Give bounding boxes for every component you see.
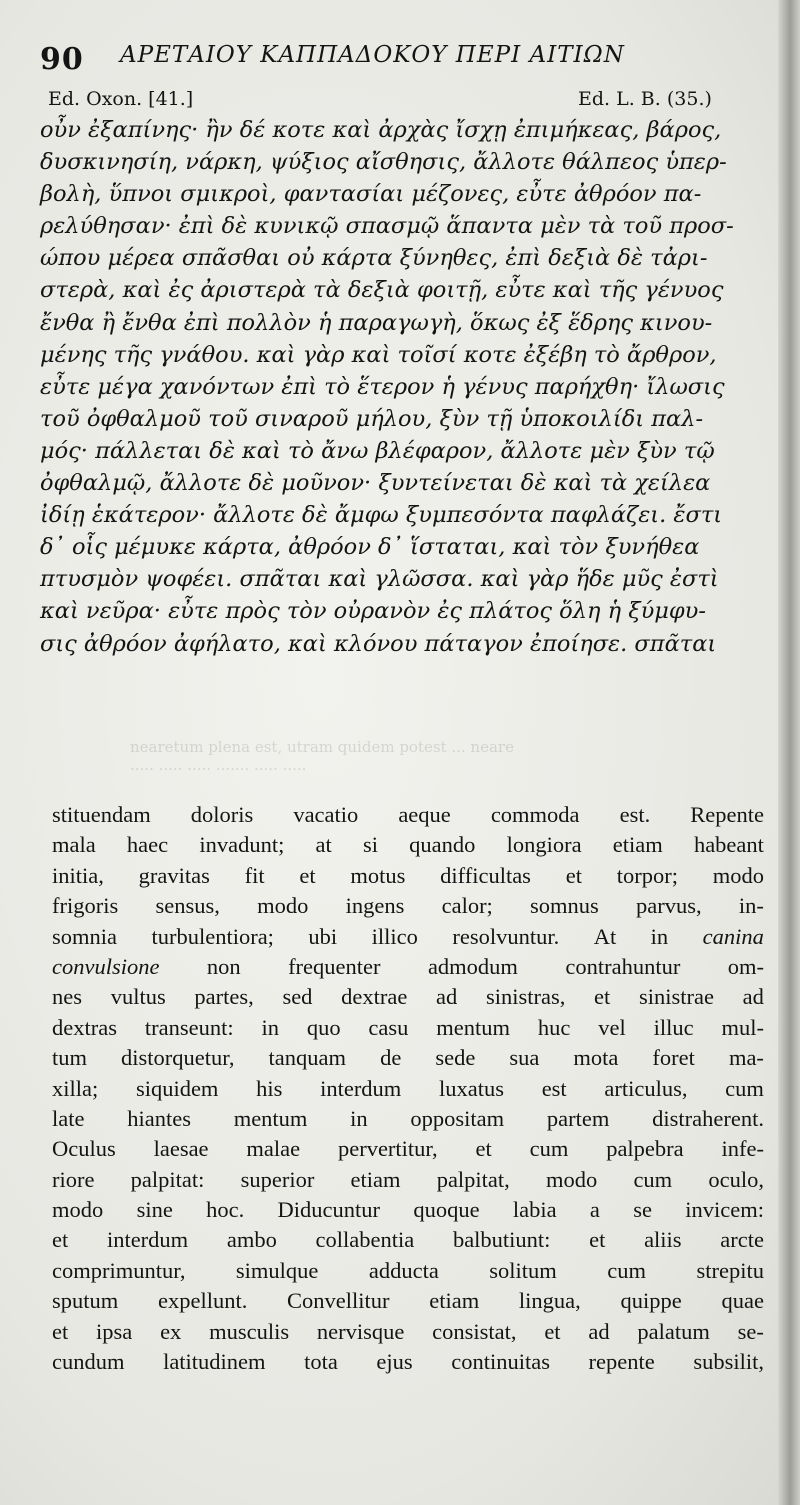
word: cum (607, 1257, 646, 1283)
word: quae (721, 1288, 764, 1314)
word: sed (282, 984, 313, 1010)
greek-text-line: πτυσμὸν ψοφέει. σπᾶται καὶ γλῶσσα. καὶ γὰρ ἥδε μῦς ἐστὶ (40, 566, 719, 593)
word: ingens (345, 893, 405, 919)
word: motus (350, 862, 406, 888)
word: latitudinem (163, 1349, 266, 1375)
word: siquidem (135, 1075, 219, 1101)
word: Repente (690, 802, 764, 827)
running-title: ΑΡΕΤΑΙΟΥ ΚΑΠΠΑΔΟΚΟΥ ΠΕΡΙ ΑΙΤΙΩΝ (120, 42, 625, 68)
word: repente (588, 1349, 655, 1375)
word: Oculus (52, 1136, 116, 1162)
word: calor; (441, 893, 493, 919)
greek-text-line: ὀφθαλμῷ, ἄλλοτε δὲ μοῦνον· ξυντείνεται δὲ καὶ τὰ χείλεα (40, 470, 711, 497)
word: haec (126, 832, 169, 858)
word: et (589, 1227, 606, 1253)
word: collabentia (315, 1227, 415, 1253)
greek-text-line: σις ἀθρόον ἀφήλατο, καὶ κλόνου πάταγον ἐποίησε. σπᾶται (40, 630, 717, 657)
word: modo (257, 893, 309, 919)
word: ejus (376, 1349, 413, 1375)
word: difficultas (440, 862, 531, 888)
word: foret (652, 1045, 695, 1071)
word: aliis (644, 1227, 682, 1253)
word: gravitas (138, 862, 210, 888)
word: palatum (637, 1318, 710, 1344)
word: at (315, 832, 332, 858)
greek-text-block (40, 114, 764, 660)
word: se- (737, 1318, 764, 1344)
word: et (52, 1318, 69, 1344)
word: ad (742, 984, 764, 1010)
word: a (589, 1197, 600, 1223)
latin-text-line (52, 830, 764, 860)
word: partem (546, 1105, 610, 1131)
word: mota (573, 1045, 619, 1071)
word: sinistras, (485, 984, 566, 1010)
word: vultus (110, 984, 166, 1010)
word: sine (136, 1197, 173, 1223)
word: frequenter (288, 953, 381, 979)
word: non (206, 953, 241, 979)
word: contrahuntur (565, 953, 681, 979)
word: oppositam (410, 1105, 505, 1131)
word: admodum (427, 953, 518, 979)
word: quo (306, 1014, 341, 1040)
latin-translation-block (52, 800, 764, 1377)
word: huc (537, 1014, 571, 1040)
word: si (362, 832, 378, 858)
greek-text-line: δυσκινησίη, νάρκη, ψύξιος αἴσθησις, ἄλλοτε θάλπεος ὑπερ- (40, 149, 727, 176)
word: strepitu (696, 1257, 764, 1283)
word: illico (371, 923, 418, 949)
latin-text-line (52, 982, 764, 1012)
word: et (299, 862, 316, 888)
word: quoque (413, 1197, 480, 1223)
latin-text-line (52, 922, 764, 952)
word: invadunt; (199, 832, 285, 858)
word: partes, (194, 984, 254, 1010)
bleed-through-line: ..... ..... ..... ....... ..... ..... (130, 756, 307, 774)
word: musculis (209, 1318, 290, 1344)
word: parvus, (636, 893, 702, 919)
word: adducta (368, 1257, 439, 1283)
page-number: 90 (40, 42, 84, 77)
word: et (52, 1227, 69, 1253)
word: quippe (620, 1288, 682, 1314)
latin-text-line (52, 1256, 764, 1286)
word: aeque (398, 802, 451, 827)
word: ad (588, 1318, 610, 1344)
word: tum (52, 1045, 88, 1071)
word: sputum (52, 1288, 119, 1314)
latin-text-line (52, 1195, 764, 1225)
word: tota (304, 1349, 338, 1375)
word: etiam (612, 832, 663, 858)
word: et (594, 984, 611, 1010)
word: modo (52, 1197, 104, 1223)
word: hiantes (127, 1105, 191, 1131)
word: malae (246, 1136, 301, 1162)
latin-text-line (52, 1104, 764, 1134)
word: oculo, (708, 1166, 764, 1192)
word: invicem: (685, 1197, 764, 1223)
word: vel (598, 1014, 626, 1040)
word: palpitat, (436, 1166, 510, 1192)
word: longiora (506, 832, 582, 858)
word: se (633, 1197, 652, 1223)
word: dextras (52, 1014, 117, 1040)
word: his (256, 1075, 283, 1101)
latin-text-line (52, 861, 764, 891)
greek-text-line: ἔνθα ἢ ἔνθα ἐπὶ πολλὸν ἡ παραγωγὴ, ὅκως ἐξ ἕδρης κινου- (40, 309, 713, 336)
word: canina (702, 923, 764, 949)
word: convulsione (52, 953, 160, 979)
word: cum (633, 1166, 673, 1192)
word: modo (545, 1166, 598, 1192)
word: solitum (489, 1257, 557, 1283)
word: Convellitur (287, 1288, 390, 1314)
latin-text-line (52, 800, 764, 830)
word: fit (244, 862, 265, 888)
word: late (52, 1105, 85, 1131)
word: somnus (530, 893, 599, 919)
word: vacatio (293, 802, 359, 827)
word: ubi (308, 923, 338, 949)
word: de (380, 1045, 402, 1071)
greek-text-line: βολὴ, ὕπνοι σμικροὶ, φαντασίαι μέζονες, εὖτε ἀθρόον πα- (40, 181, 702, 208)
greek-text-line: εὖτε μέγα χανόντων ἐπὶ τὸ ἕτερον ἡ γένυς παρήχθη· ἴλωσις (40, 373, 725, 400)
word: initia, (52, 862, 104, 888)
page-header (40, 34, 760, 84)
word: sede (435, 1045, 476, 1071)
word: lingua, (518, 1288, 581, 1314)
word: cum (725, 1075, 764, 1101)
word: mul- (721, 1014, 764, 1040)
word: etiam (429, 1288, 480, 1314)
word: in (650, 923, 669, 949)
word: somnia (52, 923, 117, 949)
word: palpitat: (130, 1166, 205, 1192)
word: Diducuntur (277, 1197, 381, 1223)
greek-text-line: στερὰ, καὶ ἐς ἀριστερὰ τὰ δεξιὰ φοιτῇ, εὖτε καὶ τῆς γένυος (40, 277, 724, 304)
latin-text-line (52, 1074, 764, 1104)
word: in (350, 1105, 368, 1131)
latin-text-line (52, 1225, 764, 1255)
word: nervisque (316, 1318, 405, 1344)
latin-text-line (52, 1043, 764, 1073)
word: distorquetur, (121, 1045, 235, 1071)
word: et (565, 862, 582, 888)
word: distraherent. (652, 1105, 764, 1131)
word: palpebra (606, 1136, 684, 1162)
word: cundum (52, 1349, 125, 1375)
word: casu (368, 1014, 409, 1040)
word: etiam (350, 1166, 401, 1192)
word: expellunt. (157, 1288, 248, 1314)
word: xilla; (52, 1075, 99, 1101)
word: interdum (106, 1227, 189, 1253)
word: et (544, 1318, 561, 1344)
word: labia (512, 1197, 557, 1223)
latin-text-line (52, 1317, 764, 1347)
word: At (593, 923, 617, 949)
word: ambo (226, 1227, 277, 1253)
word: torpor; (616, 862, 678, 888)
word: cum (529, 1136, 569, 1162)
greek-text-line: μός· πάλλεται δὲ καὶ τὸ ἄνω βλέφαρον, ἄλλοτε μὲν ξὺν τῷ (40, 437, 715, 464)
word: sensus, (155, 893, 220, 919)
word: mentum (436, 1014, 511, 1040)
latin-text-line (52, 952, 764, 982)
word: est (541, 1075, 567, 1101)
word: turbulentiora; (151, 923, 274, 949)
word: comprimuntur, (52, 1257, 186, 1283)
word: transeunt: (144, 1014, 234, 1040)
word: laesae (153, 1136, 209, 1162)
word: illuc (653, 1014, 694, 1040)
word: simulque (235, 1257, 319, 1283)
latin-text-line (52, 1347, 764, 1377)
word: et (475, 1136, 492, 1162)
greek-text-line: ἰδίῃ ἑκάτερον· ἄλλοτε δὲ ἄμφω ξυμπεσόντα παφλάζει. ἔστι (40, 502, 723, 529)
bleed-through-text (130, 738, 770, 780)
word: om- (727, 953, 764, 979)
word: ma- (728, 1045, 764, 1071)
word: habeant (693, 832, 764, 858)
word: articulus, (604, 1075, 688, 1101)
word: nes (52, 984, 82, 1010)
page-binding-shadow (778, 0, 800, 1505)
edition-reference-right: Ed. L. B. (35.) (578, 88, 712, 110)
latin-text-line (52, 1286, 764, 1316)
word: superior (240, 1166, 315, 1192)
greek-text-line: καὶ νεῦρα· εὖτε πρὸς τὸν οὐρανὸν ἐς πλάτος ὅλη ἡ ξύμφυ- (40, 598, 706, 625)
word: frigoris (52, 893, 119, 919)
word: subsilit, (693, 1349, 764, 1375)
greek-text-line: ρελύθησαν· ἐπὶ δὲ κυνικῷ σπασμῷ ἅπαντα μὲν τὰ τοῦ προσ- (40, 213, 734, 240)
word: sinistrae (638, 984, 714, 1010)
word: est. (619, 802, 651, 827)
word: in (261, 1014, 279, 1040)
latin-text-line (52, 1013, 764, 1043)
edition-reference-left: Ed. Oxon. [41.] (48, 88, 194, 110)
greek-text-line: οὖν ἐξαπίνης· ἢν δέ κοτε καὶ ἀρχὰς ἴσχῃ ἐπιμήκεας, βάρος, (40, 117, 722, 143)
word: pervertitur, (337, 1136, 438, 1162)
word: interdum (320, 1075, 402, 1101)
word: commoda (490, 802, 580, 827)
greek-text-line: μένης τῆς γνάθου. καὶ γὰρ καὶ τοῖσί κοτε ἐξέβη τὸ ἄρθρον, (40, 341, 717, 368)
word: quando (409, 832, 476, 858)
word: doloris (190, 802, 254, 827)
word: dextrae (341, 984, 408, 1010)
latin-text-line (52, 891, 764, 921)
greek-text-line: δ᾽ οἷς μέμυκε κάρτα, ἀθρόον δ᾽ ἵσταται, καὶ τὸν ξυνήθεα (40, 534, 700, 561)
word: consistat, (432, 1318, 517, 1344)
word: stituendam (52, 802, 151, 827)
greek-text-line: τοῦ ὀφθαλμοῦ τοῦ σιναροῦ μήλου, ξὺν τῇ ὑποκοιλίδι παλ- (40, 405, 704, 432)
word: mala (52, 832, 96, 858)
word: arcte (720, 1227, 764, 1253)
word: tanquam (268, 1045, 347, 1071)
latin-text-line (52, 1165, 764, 1195)
word: hoc. (206, 1197, 245, 1223)
word: sua (509, 1045, 540, 1071)
latin-text-line (52, 1134, 764, 1164)
word: balbutiunt: (452, 1227, 551, 1253)
word: ex (160, 1318, 182, 1344)
word: infe- (721, 1136, 764, 1162)
bleed-through-line: nearetum plena est, utram quidem potest ... neare (130, 738, 514, 756)
word: riore (52, 1166, 95, 1192)
word: resolvuntur. (452, 923, 560, 949)
word: ad (436, 984, 458, 1010)
word: ipsa (96, 1318, 133, 1344)
greek-text-line: ώπου μέρεα σπᾶσθαι οὐ κάρτα ξύνηθες, ἐπὶ δεξιὰ δὲ τἀρι- (40, 245, 708, 272)
word: continuitas (451, 1349, 550, 1375)
word: luxatus (439, 1075, 504, 1101)
word: modo (712, 862, 764, 888)
word: in- (738, 893, 764, 919)
word: mentum (233, 1105, 308, 1131)
